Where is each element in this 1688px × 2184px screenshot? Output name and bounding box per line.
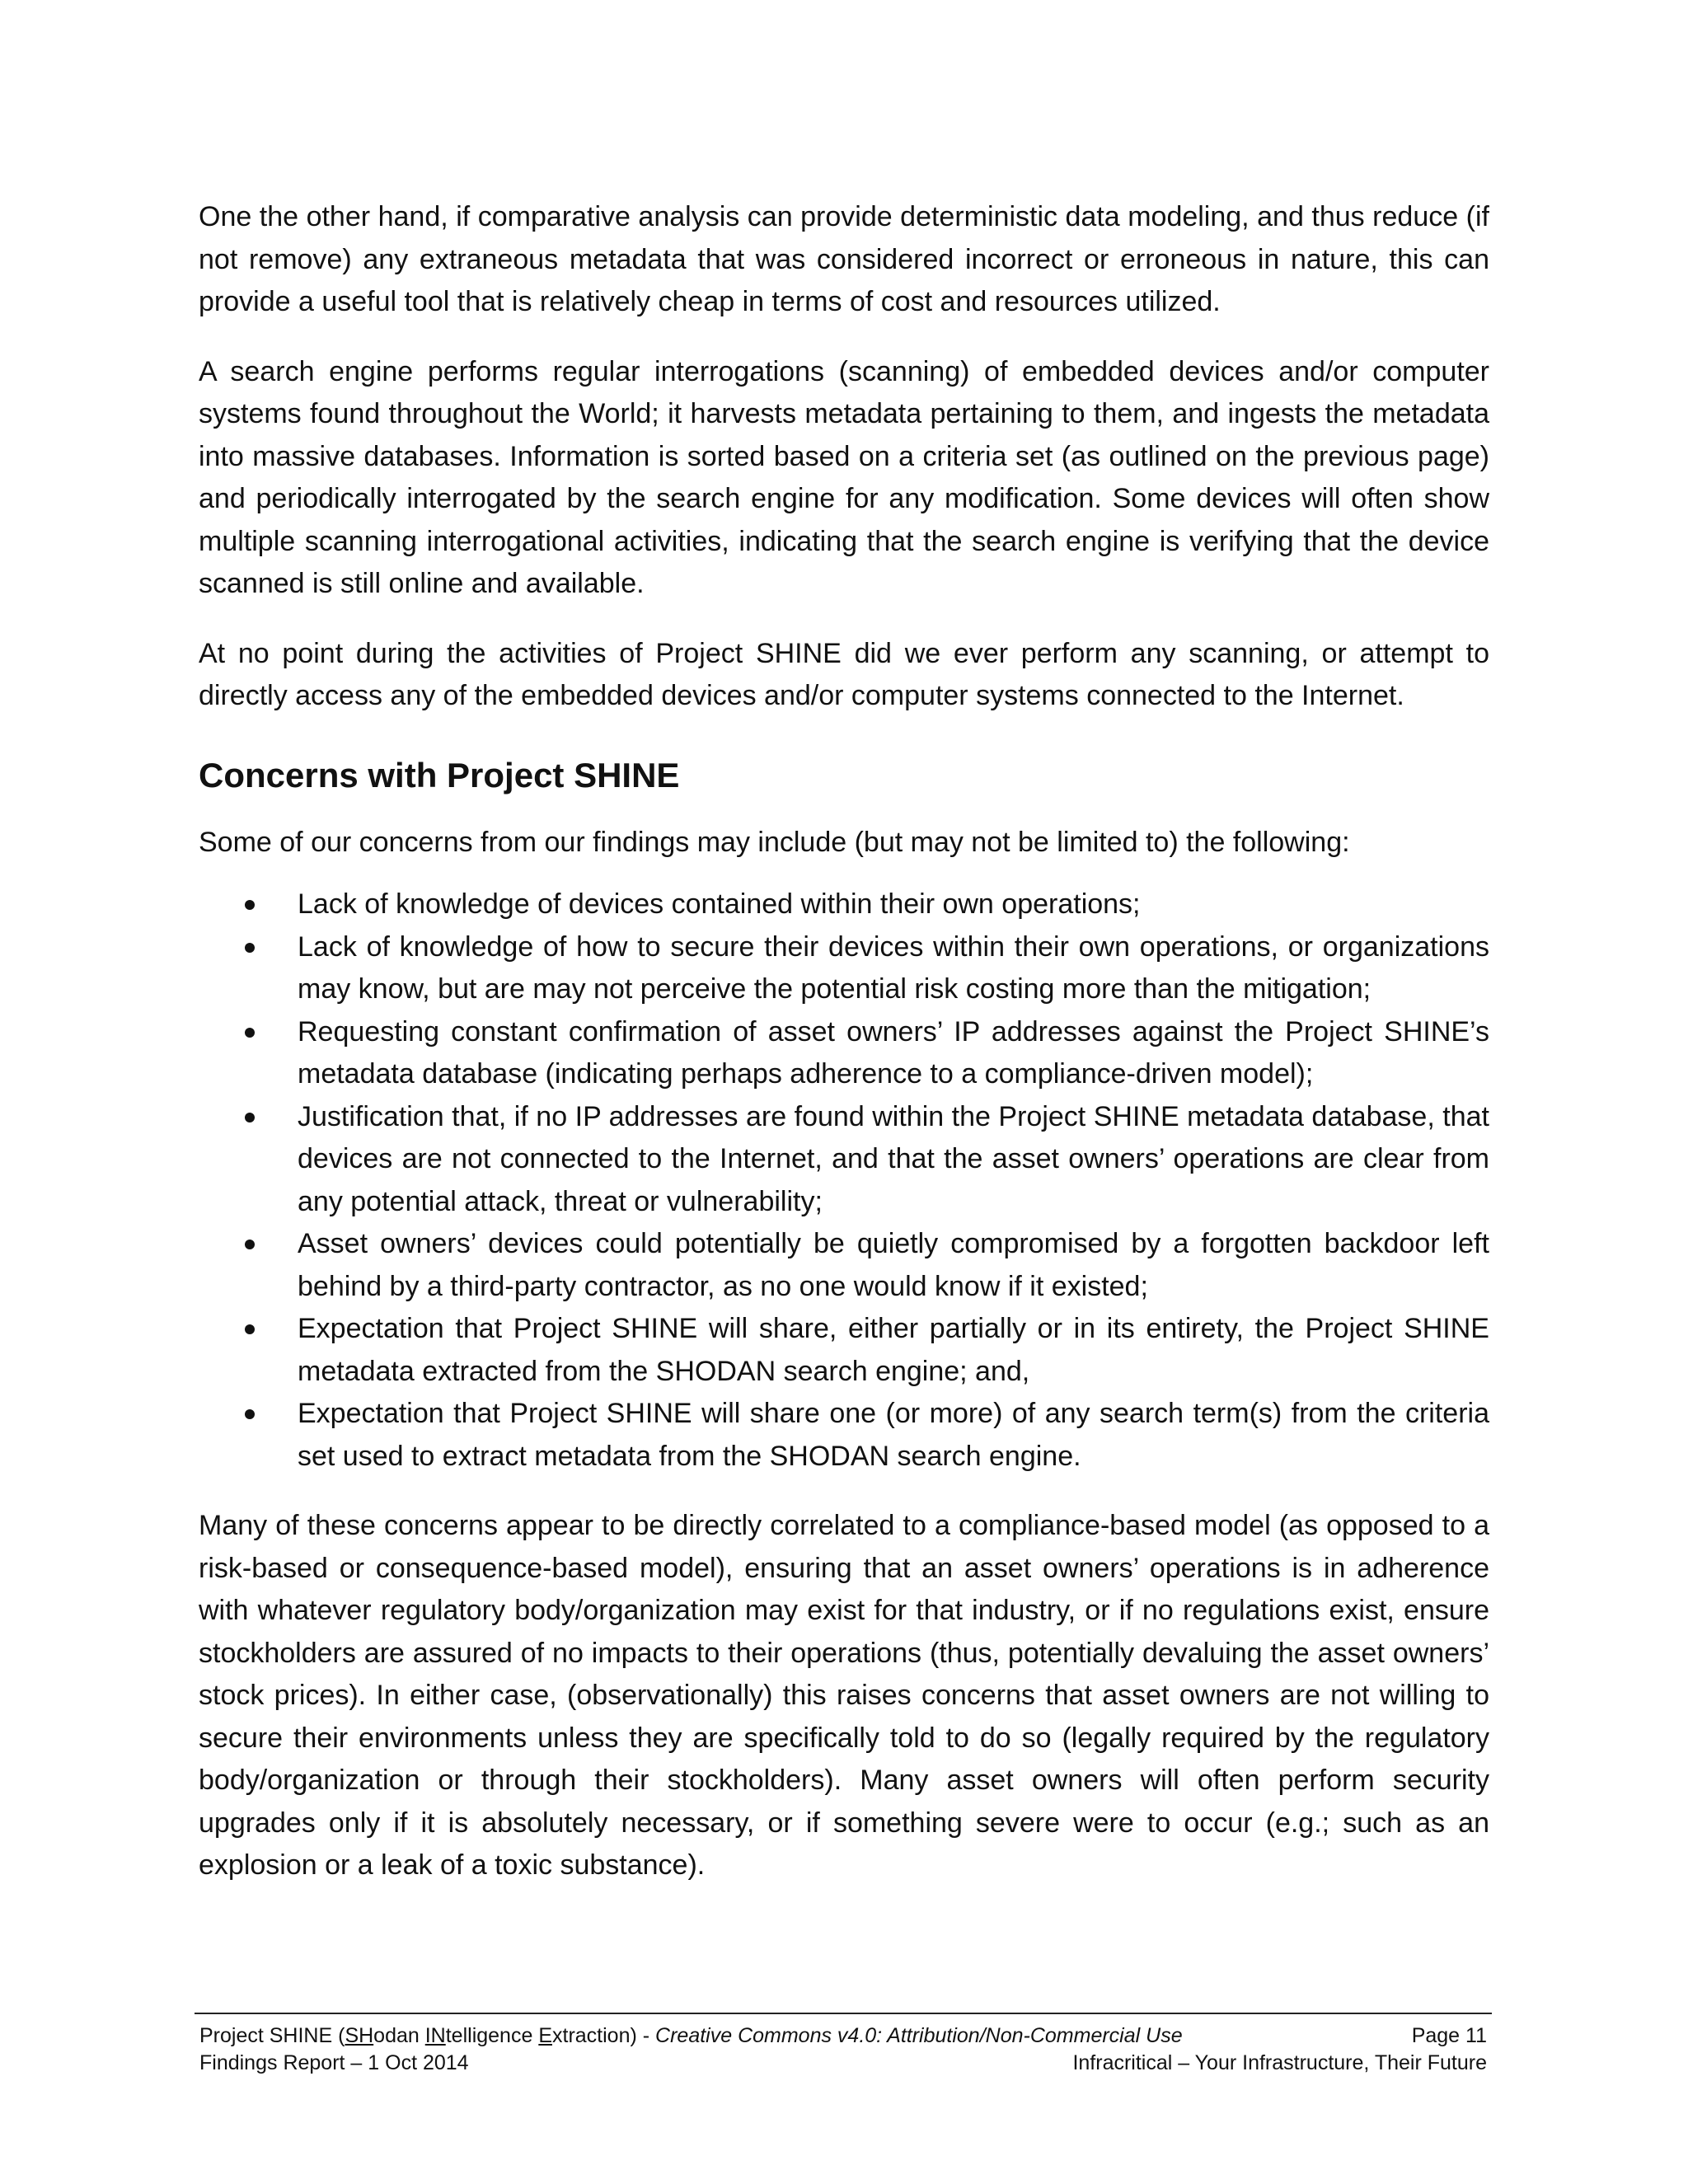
bullet-icon — [245, 1324, 255, 1334]
bullet-icon — [245, 1028, 255, 1038]
list-item-text: Requesting constant confirmation of asset owners’ IP addresses against the Project SHINE’s metadata database (indicating perhaps adherence to a compliance-driven model); — [298, 1015, 1489, 1090]
list-item-text: Lack of knowledge of devices contained within their own operations; — [298, 888, 1141, 920]
footer-acronym-in: IN — [424, 2024, 446, 2047]
list-item-text: Asset owners’ devices could potentially be quietly compromised by a forgotten backdoor left behind by a third-party contractor, as no one would know if it existed; — [298, 1228, 1489, 1302]
paragraph-comparative-analysis: One the other hand, if comparative analysis can provide deterministic data modeling, and thus reduce (if not remove) any extraneous metadata that was considered incorrect or erroneous in nature, this can provide a useful tool that is relatively cheap in terms of cost and resources utilized. — [199, 201, 1489, 317]
list-item-text: Justification that, if no IP addresses are found within the Project SHINE metadata database, that devices are not connected to the Internet, and that the asset owners’ operations are clear from any potential attack, threat or vulnerability; — [298, 1100, 1489, 1217]
footer-acronym-e: E — [538, 2024, 552, 2047]
bullet-icon — [245, 943, 255, 953]
footer-acronym-sh: SH — [345, 2024, 374, 2047]
list-item — [199, 1011, 1489, 1096]
footer-title — [199, 2022, 1183, 2050]
bullet-icon — [245, 1409, 255, 1419]
list-item — [199, 1393, 1489, 1478]
footer-row-top — [195, 2022, 1492, 2050]
list-item — [199, 1308, 1489, 1393]
bullet-icon — [245, 1113, 255, 1122]
page-number: Page 11 — [1411, 2024, 1487, 2047]
footer-report-date: Findings Report – 1 Oct 2014 — [199, 2051, 469, 2074]
list-item-text: Expectation that Project SHINE will share, either partially or in its entirety, the Project SHINE metadata extracted from the SHODAN search engine; and, — [298, 1313, 1489, 1387]
footer-title-odan: odan — [373, 2024, 425, 2047]
section-heading: Concerns with Project SHINE — [199, 755, 680, 794]
paragraph-no-scanning: At no point during the activities of Project SHINE did we ever perform any scanning, or attempt to directly access any of the embedded devices and/or computer systems connected to the Internet. — [199, 637, 1489, 711]
list-item — [199, 1223, 1489, 1308]
footer-license: Creative Commons v4.0: Attribution/Non-Commercial Use — [655, 2024, 1183, 2047]
document-page — [199, 196, 1489, 1915]
list-item-text: Lack of knowledge of how to secure their devices within their own operations, or organizations may know, but are may not perceive the potential risk costing more than the mitigation; — [298, 930, 1489, 1005]
footer-title-telligence: telligence — [445, 2024, 539, 2047]
footer-title-prefix: Project SHINE ( — [199, 2024, 345, 2047]
list-item — [199, 883, 1489, 926]
list-item — [199, 1096, 1489, 1224]
paragraph-closing: Many of these concerns appear to be directly correlated to a compliance-based model (as opposed to a risk-based or consequence-based model), ensuring that an asset owners’ operations is in adherence with whatever regulatory body/organization may exist for that industry, or if no regulations exist, ensure stockholders are assured of no impacts to their operations (thus, potentially devaluing the asset owners’ stock prices). In either case, (observationally) this raises concerns that asset owners are not willing to secure their environments unless they are specifically told to do so (legally required by the regulatory body/organization or through their stockholders). Many asset owners will often perform security upgrades only if it is absolutely necessary, or if something severe were to occur (e.g.; such as an explosion or a leak of a toxic substance). — [199, 1510, 1489, 1881]
list-item — [199, 926, 1489, 1011]
footer-tagline: Infracritical – Your Infrastructure, Their Future — [1072, 2051, 1487, 2074]
list-item-text: Expectation that Project SHINE will share one (or more) of any search term(s) from the criteria set used to extract metadata from the SHODAN search engine. — [298, 1398, 1489, 1472]
footer-row-bottom — [195, 2050, 1492, 2077]
page-footer — [195, 2013, 1492, 2077]
bullet-icon — [245, 900, 255, 910]
concerns-intro: Some of our concerns from our findings may include (but may not be limited to) the following: — [199, 826, 1350, 858]
bullet-icon — [245, 1240, 255, 1249]
footer-title-xtraction: xtraction) - — [552, 2024, 656, 2047]
paragraph-search-engine: A search engine performs regular interrogations (scanning) of embedded devices and/or computer systems found throughout the World; it harvests metadata pertaining to them, and ingests the metadata into massive databases. Information is sorted based on a criteria set (as outlined on the previous page) and periodically interrogated by the search engine for any modification. Some devices will often show multiple scanning interrogational activities, indicating that the search engine is verifying that the device scanned is still online and available. — [199, 355, 1489, 599]
concerns-list — [199, 883, 1489, 1478]
